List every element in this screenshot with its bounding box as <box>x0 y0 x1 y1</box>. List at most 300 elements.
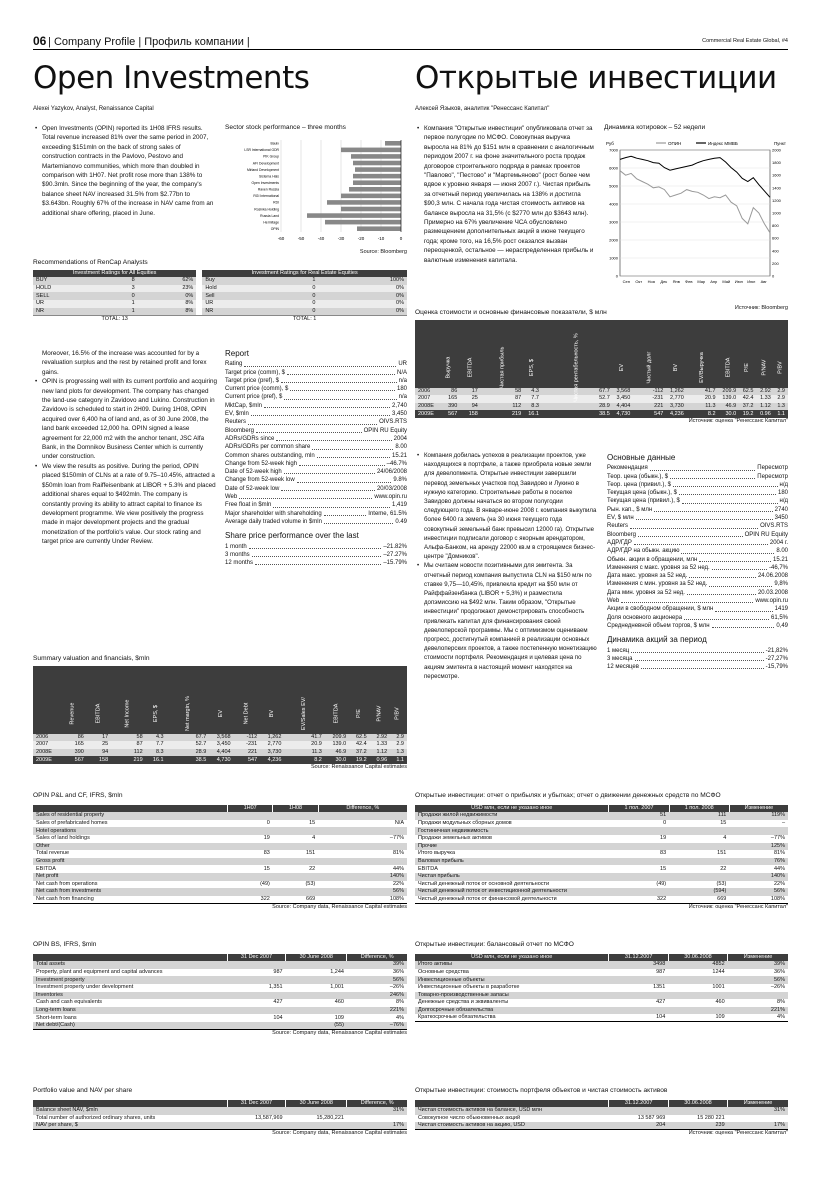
reco-cell: Buy <box>205 277 215 284</box>
val-cell: 1.33 <box>760 395 771 402</box>
reco-total-2: TOTAL: 1 <box>202 315 407 323</box>
val-cell: 219 <box>133 756 143 763</box>
leader-dots <box>635 655 764 661</box>
report-row <box>225 452 407 460</box>
table-header: 30.06.2008 <box>668 1100 727 1108</box>
report-label: Bloomberg <box>607 531 637 538</box>
val-cell: 19.2 <box>742 410 754 417</box>
table-row <box>415 835 788 843</box>
report-value: н/д <box>779 498 788 505</box>
reco-cell: 62% <box>182 277 194 284</box>
report-label: Common shares outstanding, mln <box>225 452 315 459</box>
report-value: 2004 <box>393 435 407 442</box>
report-label: 3 months <box>225 551 250 558</box>
bar-category-label: Raven Russia <box>257 187 279 192</box>
leader-dots <box>264 402 390 408</box>
table-cell <box>669 858 729 866</box>
leader-dots <box>681 547 774 553</box>
nav-en-table <box>33 1100 407 1131</box>
table-cell <box>609 992 668 1000</box>
nav-ru-source: Источник: оценка "Ренессанс Капитал" <box>688 1130 788 1137</box>
table-row <box>415 992 788 1000</box>
table-cell <box>609 976 668 984</box>
pl-ru-source: Источник: оценка "Ренессанс Капитал" <box>688 903 788 910</box>
reco-cell: UR <box>205 300 214 307</box>
leader-dots <box>641 663 764 669</box>
val-cell: 2009E <box>36 756 52 763</box>
bar-category-label: RDI <box>273 200 279 205</box>
val-en-table <box>33 666 407 764</box>
report-value: 180 <box>396 386 407 393</box>
val-cell: 3,568 <box>216 733 231 740</box>
val-cell: 547 <box>654 410 664 417</box>
bar-category-label: PIK Group <box>263 154 279 159</box>
report-label: Date of 52-week high <box>225 469 282 476</box>
val-cell: 46.9 <box>335 748 347 755</box>
report-value: n/a <box>398 394 407 401</box>
report-label: Дата мин. уровня за 52 нед. <box>607 589 685 596</box>
table-cell: Инвестиционные объекты в разработке <box>418 984 520 991</box>
report-row <box>225 393 407 401</box>
reco-cell: 100% <box>389 277 404 284</box>
val-cell: 1.33 <box>376 741 388 748</box>
table-cell: 104 <box>656 1014 666 1021</box>
val-cell: 3,450 <box>616 395 631 402</box>
report-label: Bloomberg <box>225 427 255 434</box>
author-en: Alexei Yazykov, Analyst, Renaissance Capital <box>33 106 154 112</box>
pl-en-title: OPIN P&L and CF, IFRS, $mln <box>33 792 123 799</box>
val-col-header: Чистая прибыль <box>498 347 505 389</box>
val-cell: 2.9 <box>396 733 404 740</box>
val-cell: 219 <box>512 410 522 417</box>
table-cell <box>286 1007 347 1015</box>
table-row <box>33 999 407 1007</box>
val-col-header: Выручка <box>445 357 452 379</box>
table-cell: Gross profit <box>36 857 65 864</box>
val-cell: 20.9 <box>311 741 322 748</box>
report-label: EV, $mln <box>225 411 249 418</box>
table-cell: 15 <box>660 865 667 872</box>
month-label: Апр <box>710 279 718 284</box>
report-row <box>607 614 788 622</box>
right-tick-label: 600 <box>772 235 779 241</box>
table-header: USD млн, если не указано иное <box>471 953 553 960</box>
table-cell <box>318 858 407 866</box>
val-cell: 2009E <box>418 410 434 417</box>
val-cell: 30.0 <box>335 756 347 763</box>
leader-dots <box>249 543 382 549</box>
table-header: Изменение <box>728 954 788 962</box>
table-cell: 15,280,221 <box>316 1114 344 1121</box>
en-para-2: Moreover, 16.5% of the increase was accounted for by a revaluation surplus and the rest by retained profit and forex gains. <box>42 350 207 376</box>
table-cell: 3498 <box>653 961 666 968</box>
table-cell: 83 <box>263 850 270 857</box>
table-cell: 44% <box>392 865 404 872</box>
report-row <box>607 605 788 613</box>
val-cell: 209.9 <box>332 733 347 740</box>
report-row <box>225 427 407 435</box>
report-value: 61,5% <box>770 614 788 621</box>
table-cell <box>728 992 788 1000</box>
bs-en-source: Source: Company data, Renaissance Capital estimates <box>272 1030 407 1037</box>
left-tick-label: 3000 <box>609 219 618 225</box>
reco-cell: BUY <box>36 277 48 284</box>
table-cell: 140% <box>770 873 785 880</box>
table-cell <box>318 827 407 835</box>
table-row <box>415 999 788 1007</box>
report-value: OIVS.RTS <box>379 419 407 426</box>
en-bullet-2: • OPIN is progressing well with its current portfolio and acquiring new land plots for development. The company has changed the land-use category in Zavidovo and Lukino. Construction in Zavidovo is scheduled to start in 2H09. During 1H08, OPIN acquired over 6,400 ha of land and, as of 30 June 2008, the land bank exceeded 12,000 ha. OPIN signed a lease agreement for 22,000 m2 with the anchor tenant, JSC Alfa Bank, in the Domnikov Business Center which is currently under construction. <box>33 377 217 462</box>
reco-h2: Investment Ratings for Real Estate Equities <box>251 269 358 276</box>
section-ru: Профиль компании <box>144 36 244 48</box>
leader-dots <box>673 481 778 487</box>
table-row <box>33 1007 407 1015</box>
val-cell: 3,730 <box>670 402 684 409</box>
val-col-header: BV <box>672 364 679 372</box>
leader-dots <box>252 551 382 557</box>
table-cell: (55) <box>334 1021 344 1028</box>
report-label: Доля основного акционера <box>607 614 683 621</box>
report-value: N/A <box>396 369 407 376</box>
report-label: 12 месяцев <box>607 664 639 671</box>
table-header: 31.12.2007 <box>609 1100 668 1108</box>
val-col-header: EBITDA <box>467 358 474 378</box>
val-cell: 165 <box>74 741 84 748</box>
bar <box>341 148 401 153</box>
table-cell: 987 <box>273 968 283 975</box>
report-row <box>225 418 407 426</box>
report-value: –21.82% <box>383 543 407 550</box>
table-header: Difference, % <box>347 1100 407 1108</box>
report-value: 1,419 <box>391 502 407 509</box>
val-cell: 67.7 <box>195 733 207 740</box>
report-value: 15.21 <box>772 556 788 563</box>
val-cell: 86 <box>451 387 458 394</box>
table-cell: 22% <box>392 880 404 887</box>
page-header: 06 | Company Profile | Профиль компании | Commercial Real Estate Global, #4 <box>33 34 788 48</box>
table-cell: 322 <box>260 895 270 902</box>
report-label: Average daily traded volume in $mln <box>225 518 322 525</box>
val-cell: 4.3 <box>155 733 164 740</box>
leader-dots <box>317 452 390 458</box>
month-label: Авг <box>760 279 767 284</box>
val-row <box>415 403 788 411</box>
table-cell <box>669 873 729 881</box>
bs-en-title: OPIN BS, IFRS, $mln <box>33 941 97 948</box>
page-number: 06 <box>33 34 47 48</box>
table-cell: –26% <box>389 984 404 991</box>
report-value: OPIN RU Equity <box>363 427 407 434</box>
val-col-header: BV <box>268 710 275 718</box>
leader-dots <box>255 559 381 565</box>
report-label: Дата макс. уровня за 52 нед. <box>607 573 688 580</box>
table-row <box>33 976 407 984</box>
report-row <box>607 506 788 514</box>
report-label: Обыкн. акции в обращении, млн <box>607 556 698 563</box>
val-cell: 2008E <box>418 402 434 409</box>
x-tick-label: -30 <box>337 236 345 241</box>
val-col-header: Revenue <box>69 702 76 726</box>
report-value: 24/06/2008 <box>376 469 407 476</box>
table-cell: 22 <box>720 865 727 872</box>
val-cell: 3,730 <box>267 748 282 755</box>
table-cell <box>273 858 318 866</box>
table-cell: 15 280 221 <box>697 1114 725 1121</box>
val-cell: 86 <box>77 733 84 740</box>
report-row <box>607 589 788 597</box>
report-label: Major shareholder with shareholding <box>225 510 322 517</box>
reco-cell: 1 <box>312 277 316 284</box>
report-label: Free float in $mln <box>225 502 272 509</box>
table-header <box>33 805 227 813</box>
table-cell <box>609 827 669 835</box>
table-cell <box>318 843 407 851</box>
table-cell: Итого активы <box>418 961 452 968</box>
table-cell: Net cash from operations <box>36 880 98 887</box>
val-cell: 8.2 <box>314 756 322 763</box>
table-cell: 8% <box>396 999 404 1006</box>
report-row <box>225 377 407 385</box>
table-row <box>33 1122 407 1130</box>
bar <box>341 194 401 199</box>
val-col-header: P/BV <box>777 361 784 375</box>
table-header: 31.12.2007 <box>609 954 668 962</box>
val-cell: 2.9 <box>777 387 785 394</box>
val-cell: 38.5 <box>599 410 610 417</box>
val-cell: 4.3 <box>531 387 539 394</box>
table-cell: Net debt/(Cash) <box>36 1021 75 1028</box>
val-cell: 2.92 <box>376 733 388 740</box>
report-label: Date of 52-week low <box>225 485 280 492</box>
sector-bar-chart <box>225 136 407 248</box>
right-tick-label: 2000 <box>772 147 781 153</box>
table-cell: 125% <box>770 842 785 849</box>
val-cell: 52.7 <box>195 741 207 748</box>
report-row <box>225 468 407 476</box>
reco-cell: 23% <box>182 284 194 291</box>
table-cell <box>609 1107 668 1115</box>
report-row <box>225 518 407 526</box>
table-cell <box>227 1122 285 1130</box>
right-tick-label: 200 <box>772 260 779 266</box>
table-row <box>415 873 788 881</box>
report-row <box>607 489 788 497</box>
table-row <box>415 865 788 873</box>
report-row <box>225 435 407 443</box>
val-col-header: Net margin, % <box>184 696 191 732</box>
table-cell <box>609 843 669 851</box>
table-cell: 140% <box>389 873 404 880</box>
bar-category-label: OPIN <box>270 227 279 231</box>
report-label: Рекомендация <box>607 465 648 472</box>
table-cell: (53) <box>305 880 316 887</box>
report-label: Среднедневной объем торгов, $ млн <box>607 622 710 629</box>
val-row <box>33 741 407 749</box>
table-cell <box>227 976 285 984</box>
report-label: АДР/ГДР <box>607 539 632 546</box>
reco-cell: Sell <box>205 292 215 299</box>
right-tick-label: 1400 <box>772 185 781 191</box>
table-cell <box>729 827 788 835</box>
report-value: 9,8% <box>774 581 788 588</box>
table-cell <box>227 812 272 820</box>
val-cell: 38.5 <box>195 756 207 763</box>
reco-row <box>33 300 407 308</box>
val-ru-source: Источник: оценка "Ренессанс Капитал" <box>688 417 788 424</box>
report-value: 0.49 <box>395 518 407 525</box>
report-label: Web <box>225 494 238 501</box>
val-cell: 158 <box>468 410 478 417</box>
table-cell: Total number of authorized ordinary shares, units <box>36 1114 156 1121</box>
author-ru: Алексей Языков, аналитик "Ренессанс Капитал" <box>415 106 550 112</box>
leader-dots <box>312 443 393 449</box>
ru-bullet-3: • Мы считаем новости позитивными для эмитента. За отчетный период компания выпустила CLN на $150 млн по ставке 9,75—10,45%, привлекла кредит на $50 млн от Райффайзенбанка (LIBOR + 5,3%) и разместила допэмиссию на $492 млн. Таким образом, "Открытые инвестиции" продолжают демонстрировать способность привлекать капитал для финансирования своей девелоперской программы. Мы с оптимизмом оцениваем прогресс, достигнутый компанией в реализации основных девелоперских проектов, а также постепенную монетизацию стоимости портфеля. Рекомендация и целевая цена по акциям эмитента в настоящий момент находятся на пересмотре. <box>415 561 597 681</box>
report-label: Rating <box>225 361 243 368</box>
nav-ru-title: Открытые инвестиции: стоимость портфеля объектов и чистая стоимость активов <box>415 1087 668 1094</box>
table-cell: 36% <box>773 968 785 975</box>
table-cell <box>273 843 318 851</box>
table-cell: NAV per share, $ <box>36 1122 78 1129</box>
report-label: Изменения с мин. уровня за 52 нед. <box>607 581 708 588</box>
month-label: Ноя <box>647 279 655 284</box>
val-cell: 8.2 <box>707 410 716 417</box>
pl-ru <box>415 792 788 911</box>
report-value: -15,79% <box>765 664 788 671</box>
report-value: OPIN RU Equity <box>744 531 788 538</box>
table-cell: Основные средства <box>418 968 469 975</box>
val-cell: 1.12 <box>760 402 771 409</box>
table-cell: Прочие <box>418 842 437 849</box>
report-label: Рын. кап., $ млн <box>607 506 653 513</box>
val-cell: 0.96 <box>760 410 771 417</box>
leader-dots <box>251 410 390 416</box>
pl-en-source: Source: Company data, Renaissance Capital estimates <box>272 903 407 910</box>
val-col-header: P/NAV <box>376 705 383 723</box>
table-cell: EBITDA <box>418 865 438 872</box>
table-cell: 15 <box>263 865 270 872</box>
leader-dots <box>636 514 773 520</box>
report-label: Web <box>607 598 620 605</box>
val-cell: 1.12 <box>376 748 388 755</box>
leader-dots <box>715 605 772 611</box>
table-cell: Инвестиционные объекты <box>418 976 485 983</box>
table-cell <box>347 1115 407 1123</box>
pl-ru-table <box>415 805 788 904</box>
table-cell: Sales of residential property <box>36 812 105 819</box>
table-cell <box>227 827 272 835</box>
val-col-header: Net Income <box>124 699 131 729</box>
table-cell: 8% <box>777 999 785 1006</box>
reco-cell: 3 <box>131 284 135 291</box>
table-row <box>33 881 407 889</box>
report-label: 1 month <box>225 543 247 550</box>
report-row <box>225 485 407 493</box>
report-label: Target price (pref), $ <box>225 377 280 384</box>
val-col-header: Чистый долг <box>646 352 653 384</box>
report-label: Change from 52-week low <box>225 477 295 484</box>
right-tick-label: 1800 <box>772 160 781 166</box>
table-cell <box>273 827 318 835</box>
val-cell: 209.9 <box>722 387 737 394</box>
val-ru-table <box>415 320 788 418</box>
table-cell <box>609 873 669 881</box>
report-label: EV, $ млн <box>607 515 634 522</box>
ru-perf-title: Динамика акций за период <box>607 635 707 645</box>
bar <box>307 213 401 218</box>
report-value: 8.00 <box>395 444 407 451</box>
report-value: -46,7% <box>768 564 788 571</box>
table-row <box>415 812 788 820</box>
val-cell: -112 <box>246 733 258 740</box>
table-cell: N/A <box>394 819 404 826</box>
month-label: Июн <box>734 279 743 284</box>
report-value: н/д <box>779 481 788 488</box>
leader-dots <box>682 497 778 503</box>
report-value: 15.21 <box>391 452 407 459</box>
right-tick-label: 1000 <box>772 210 781 216</box>
table-cell <box>728 1115 788 1123</box>
reco-cell: NR <box>205 307 214 314</box>
report-value: 20.03.2008 <box>757 589 788 596</box>
reco-cell: 8% <box>185 307 194 314</box>
report-row <box>225 385 407 393</box>
report-label: Акции в свободном обращении, $ млн <box>607 606 714 613</box>
bar <box>349 187 401 192</box>
val-cell: 19.2 <box>355 756 367 763</box>
bar <box>357 226 401 231</box>
table-cell <box>668 1107 727 1115</box>
en-body <box>33 349 217 547</box>
report-row <box>607 622 788 630</box>
val-cell: 16.1 <box>528 410 539 417</box>
leader-dots <box>631 647 763 653</box>
left-tick-label: 1000 <box>609 255 618 261</box>
leader-dots <box>699 556 771 562</box>
nav-ru-table <box>415 1100 788 1131</box>
left-tick-label: 6000 <box>609 165 618 171</box>
report-value: Пересмотр <box>757 473 788 480</box>
table-row <box>33 873 407 881</box>
val-cell: 2.9 <box>396 741 404 748</box>
val-cell: 4,236 <box>670 410 684 417</box>
bar <box>385 141 401 146</box>
table-cell <box>669 827 729 835</box>
table-cell: Чистый денежный поток от основной деятельности <box>418 880 550 887</box>
reco-cell: 0% <box>396 292 404 299</box>
table-cell: 239 <box>715 1122 725 1129</box>
table-cell: Long-term loans <box>36 1006 76 1013</box>
val-cell: 46.9 <box>725 402 737 409</box>
table-cell: 109 <box>715 1014 725 1021</box>
table-cell: –77% <box>770 835 785 842</box>
val-cell: 20.9 <box>704 395 716 402</box>
table-row <box>415 850 788 858</box>
val-cell: 158 <box>99 756 109 763</box>
table-row <box>415 961 788 969</box>
val-cell: 3,568 <box>616 387 631 394</box>
report-value: 1419 <box>774 606 788 613</box>
val-cell: 3,450 <box>216 741 231 748</box>
month-label: Сен <box>622 279 630 284</box>
report-row <box>607 580 788 588</box>
report-value: Пересмотр <box>757 465 788 472</box>
report-row <box>607 655 788 663</box>
table-row <box>415 1115 788 1123</box>
reco-cell: 8% <box>185 300 194 307</box>
val-cell: 11.3 <box>311 748 322 755</box>
table-cell: 17% <box>773 1122 785 1129</box>
report-value: 24.06.2008 <box>757 573 788 580</box>
